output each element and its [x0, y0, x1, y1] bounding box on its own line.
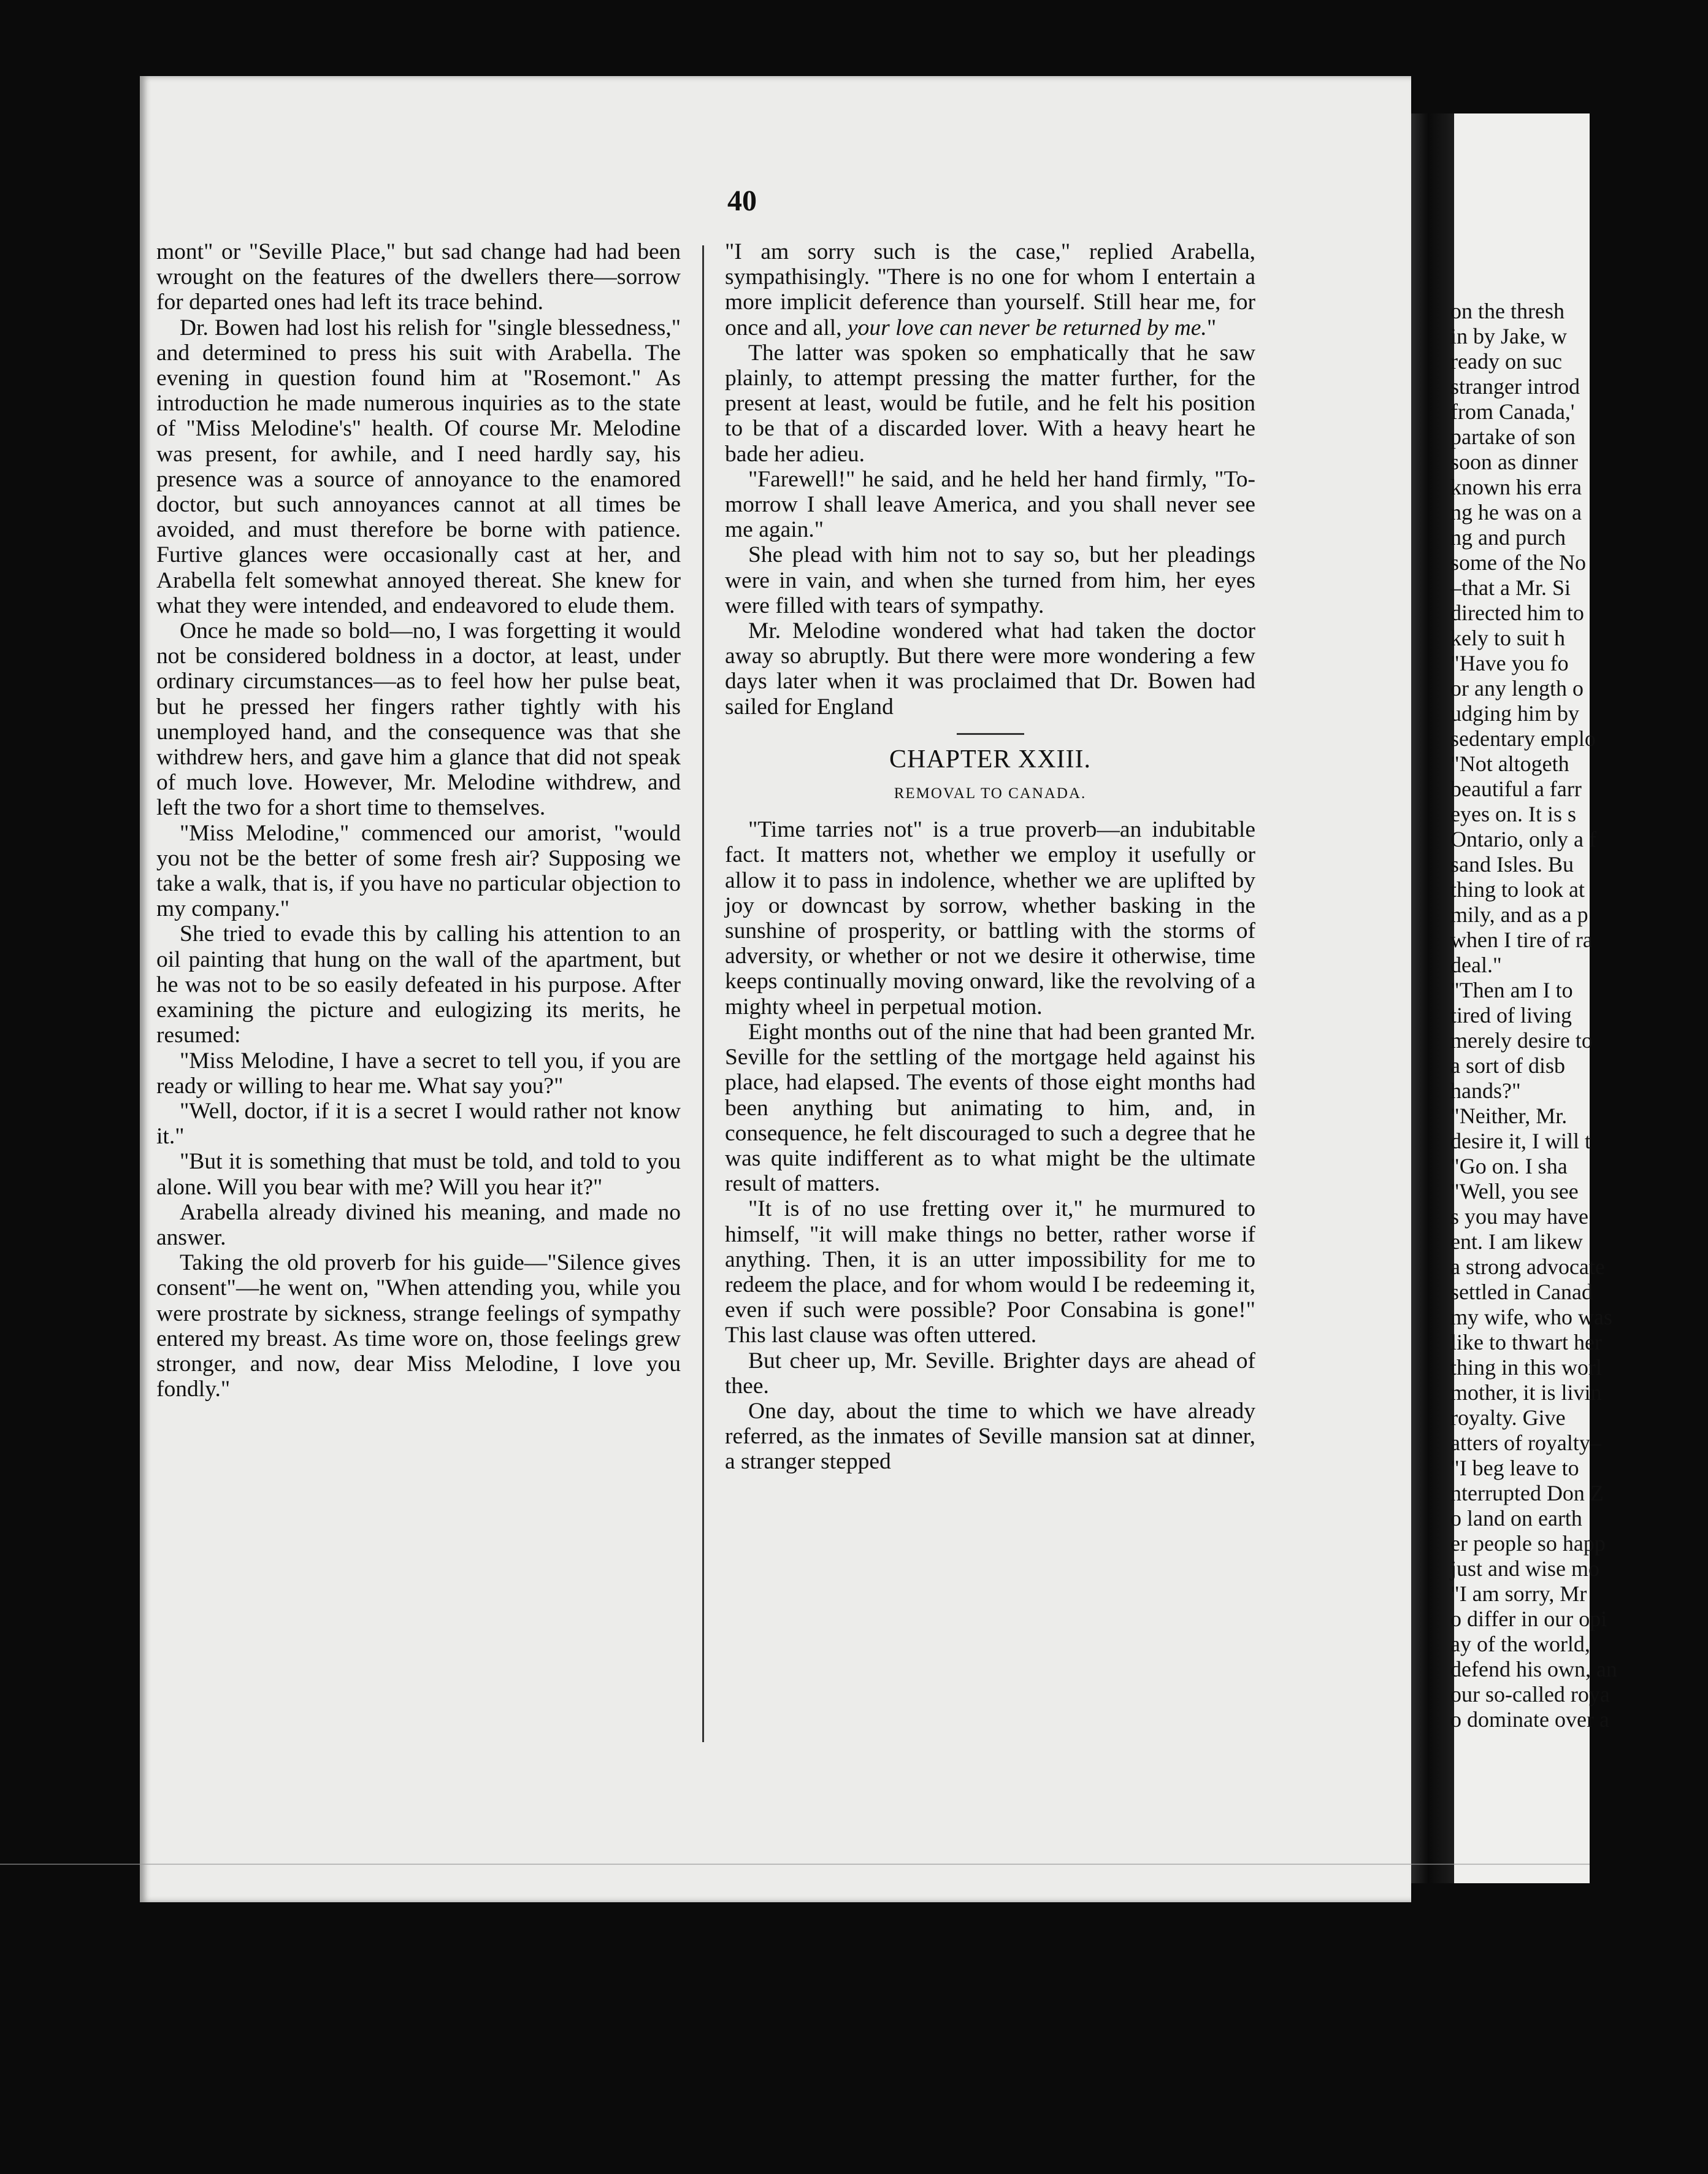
- text-fragment-line: a strong advocate: [1450, 1254, 1605, 1279]
- paragraph: Dr. Bowen had lost his relish for "single blessedness," and determined to press his suit with Arabella. The evening in question found him at "Rosemont." As introduction he made numerous inquiries as to the state of "Miss Melodine's" health. Of course Mr. Melodine was present, for awhile, and I need hardly say, his presence was a source of annoyance to the enamored doctor, but such annoyances cannot at all times be avoided, and must therefore be borne with patience. Furtive glances were occasionally cast at her, and Arabella felt somewhat annoyed thereat. She knew for what they were intended, and endeavored to elude them.: [156, 315, 681, 618]
- text-fragment-line: ng and purch: [1450, 525, 1566, 550]
- text-fragment-line: deal.": [1450, 953, 1502, 977]
- text-fragment-line: sand Isles. Bu: [1450, 852, 1574, 877]
- text-fragment-line: on the thresh: [1450, 299, 1564, 323]
- text-fragment-line: mily, and as a p: [1450, 902, 1588, 927]
- text-fragment-line: "Neither, Mr.: [1450, 1104, 1568, 1128]
- text-fragment-line: udging him by: [1450, 701, 1580, 726]
- scan-artifact-line: [0, 1864, 1590, 1865]
- paragraph: mont" or "Seville Place," but sad change had had been wrought on the features of the dwellers there—sorrow for departed ones had left its trace behind.: [156, 239, 681, 315]
- text-fragment-line: merely desire to: [1450, 1028, 1593, 1053]
- chapter-title: CHAPTER XXIII.: [889, 745, 1091, 774]
- paragraph: "It is of no use fretting over it," he murmured to himself, "it will make things no better, rather worse if anything. Then, it is an utter impossibility for me to redeem the place, and for whom would I be redeeming it, even if such were possible? Poor Consabina is gone!" This last clause was often uttered.: [725, 1196, 1255, 1348]
- text-fragment-line: ay of the world,: [1450, 1632, 1590, 1656]
- chapter-rule: [957, 733, 1024, 735]
- paragraph: One day, about the time to which we have already referred, as the inmates of Seville mansion sat at dinner, a stranger stepped: [725, 1398, 1255, 1475]
- text-fragment-line: thing to look at: [1450, 877, 1585, 902]
- right-text-column: [725, 239, 1400, 1475]
- paragraph: "Farewell!" he said, and he held her hand firmly, "To-morrow I shall leave America, and you shall never see me again.": [725, 466, 1255, 543]
- right-page: [1450, 113, 1617, 1883]
- left-text-column: [156, 239, 681, 1402]
- paragraph: "Miss Melodine, I have a secret to tell you, if you are ready or willing to hear me. What say you?": [156, 1048, 681, 1099]
- text-fragment-line: or any length o: [1450, 676, 1584, 701]
- paragraph: "Time tarries not" is a true proverb—an indubitable fact. It matters not, whether we employ it usefully or allow it to pass in indolence, whether we are uplifted by joy or downcast by sorrow, whether basking in the sunshine of prosperity, or battling with the storms of adversity, or whether or not we desire it otherwise, time keeps continually moving onward, like the revolving of a mighty wheel in perpetual motion.: [725, 817, 1255, 1020]
- text-fragment-line: nterrupted Don Z: [1450, 1481, 1604, 1505]
- paragraph: Taking the old proverb for his guide—"Silence gives consent"—he went on, "When attending you, while you were prostrate by sickness, strange feelings of sympathy entered my breast. As time wore on, those feelings grew stronger, and now, dear Miss Melodine, I love you fondly.": [156, 1250, 681, 1402]
- text-fragment-line: eyes on. It is s: [1450, 802, 1576, 826]
- text-fragment-line: like to thwart her: [1450, 1330, 1602, 1354]
- paragraph: "I am sorry such is the case," replied Arabella, sympathisingly. "There is no one for whom I entertain a more implicit deference than yourself. Still hear me, for once and all, your love can never be returned by me.": [725, 239, 1255, 340]
- text-fragment-line: ready on suc: [1450, 349, 1562, 374]
- paragraph: Arabella already divined his meaning, and made no answer.: [156, 1199, 681, 1250]
- text-fragment-line: er people so happ: [1450, 1531, 1606, 1556]
- text-fragment-line: our so-called roya: [1450, 1682, 1610, 1707]
- text-fragment-line: o dominate over a: [1450, 1707, 1609, 1732]
- paragraph: "But it is something that must be told, and told to you alone. Will you bear with me? Will you hear it?": [156, 1149, 681, 1200]
- text-fragment-line: thing in this worl: [1450, 1355, 1603, 1380]
- book-spine: [1411, 113, 1454, 1883]
- text-fragment-line: known his erra: [1450, 475, 1582, 499]
- text-fragment-line: Ontario, only a f: [1450, 827, 1596, 851]
- text-fragment-line: ng he was on a: [1450, 500, 1582, 524]
- text-fragment-line: "Then am I to: [1450, 978, 1573, 1002]
- text-fragment-line: tired of living: [1450, 1003, 1572, 1027]
- text-fragment-line: defend his own, an: [1450, 1657, 1617, 1681]
- text-fragment-line: hands?": [1450, 1078, 1521, 1103]
- text-fragment-line: ent. I am likew: [1450, 1229, 1583, 1254]
- column-divider: [702, 245, 704, 1742]
- paragraph: She plead with him not to say so, but her pleadings were in vain, and when she turned from him, her eyes were filled with tears of sympathy.: [725, 542, 1255, 618]
- paragraph: "Miss Melodine," commenced our amorist, "would you not be the better of some fresh air? Supposing we take a walk, that is, if you have no particular objection to my company.": [156, 820, 681, 922]
- text-fragment-line: my wife, who was: [1450, 1305, 1612, 1329]
- text-fragment-line: desire it, I will t: [1450, 1129, 1591, 1153]
- text-fragment-line: o differ in our opi: [1450, 1607, 1607, 1631]
- text-fragment-line: in by Jake, w: [1450, 324, 1567, 348]
- text-fragment-line: partake of son: [1450, 424, 1576, 449]
- paragraph: Mr. Melodine wondered what had taken the doctor away so abruptly. But there were more wondering a few days later when it was proclaimed that Dr. Bowen had sailed for England: [725, 618, 1255, 720]
- text-fragment-line: s you may have: [1450, 1204, 1588, 1229]
- text-fragment-line: just and wise mo: [1450, 1556, 1599, 1581]
- paragraph: The latter was spoken so emphatically that he saw plainly, to attempt pressing the matter further, for the present at least, would be futile, and he felt his position to be that of a discarded lover. With a heavy heart he bade her adieu.: [725, 340, 1255, 467]
- text-fragment-line: sedentary emplo: [1450, 726, 1596, 751]
- page-number: 40: [727, 185, 757, 217]
- text-fragment-line: mother, it is livin: [1450, 1380, 1602, 1405]
- paragraph: But cheer up, Mr. Seville. Brighter days are ahead of thee.: [725, 1348, 1255, 1399]
- italic-emphasis: your love can never be returned by me.: [847, 315, 1207, 340]
- text-fragment-line: stranger introd: [1450, 374, 1580, 399]
- text-fragment-line: when I tire of ra: [1450, 928, 1593, 952]
- text-fragment-line: "I am sorry, Mr: [1450, 1581, 1587, 1606]
- paragraph: She tried to evade this by calling his attention to an oil painting that hung on the wall of the apartment, but he was not to be so easily defeated in his purpose. After examining the picture and eulogizing its merits, he resumed:: [156, 921, 681, 1048]
- text-fragment-line: settled in Canad: [1450, 1280, 1593, 1304]
- paragraph: Eight months out of the nine that had been granted Mr. Seville for the settling of the mortgage held against his place, had elapsed. The events of those eight months had been anything but animating to him, and, in consequence, he felt discouraged to such a degree that he was quite indifferent as to what might be the ultimate result of matters.: [725, 1019, 1255, 1197]
- text-fragment-line: soon as dinner: [1450, 450, 1578, 474]
- text-fragment-line: from Canada,': [1450, 399, 1575, 424]
- chapter-subtitle: REMOVAL TO CANADA.: [894, 785, 1087, 802]
- text-fragment-line: atters of royalty–: [1450, 1431, 1601, 1455]
- text-fragment-line: kely to suit h: [1450, 626, 1565, 650]
- text-fragment-line: directed him to: [1450, 601, 1584, 625]
- text-fragment-line: a sort of disb: [1450, 1053, 1565, 1078]
- text-fragment-line: –that a Mr. Si: [1450, 575, 1571, 600]
- text-fragment-line: "Well, you see: [1450, 1179, 1579, 1204]
- text-fragment-line: "I beg leave to: [1450, 1456, 1579, 1480]
- right-page-text-fragments: [1450, 299, 1708, 1732]
- text-fragment-line: beautiful a farr: [1450, 777, 1582, 801]
- text-fragment-line: o land on earth: [1450, 1506, 1582, 1531]
- text-fragment-line: "Not altogeth: [1450, 751, 1569, 776]
- paragraph: Once he made so bold—no, I was forgetting it would not be considered boldness in a doctor, at least, under ordinary circumstances—as to feel how her pulse beat, but he pressed her fingers rather tightly with his unemployed hand, and the consequence was that she withdrew hers, and gave him a glance that did not speak of much love. However, Mr. Melodine withdrew, and left the two for a short time to themselves.: [156, 618, 681, 821]
- text-fragment-line: royalty. Give: [1450, 1405, 1566, 1430]
- text-fragment-line: "Go on. I sha: [1450, 1154, 1568, 1178]
- paragraph: "Well, doctor, if it is a secret I would rather not know it.": [156, 1098, 681, 1150]
- text-fragment-line: some of the No: [1450, 550, 1586, 575]
- text-fragment-line: "Have you fo: [1450, 651, 1569, 675]
